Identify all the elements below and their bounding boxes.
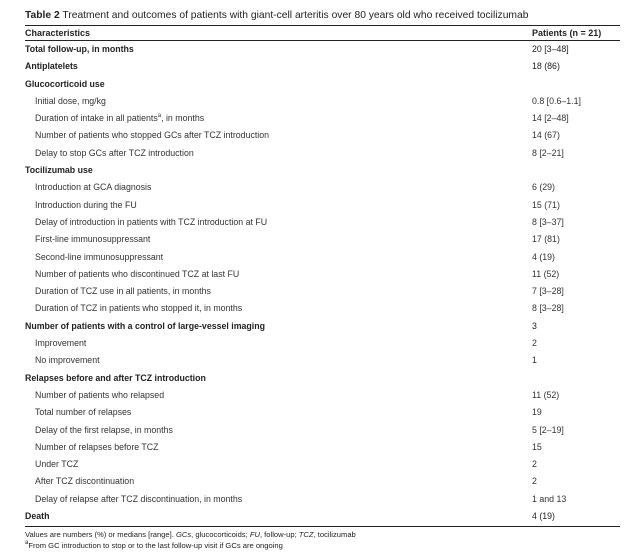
table-row: [25, 473, 620, 490]
footnote-abbreviations: [25, 530, 625, 540]
row-value: 1 and 13: [532, 493, 567, 504]
table-row: [25, 110, 620, 127]
row-value: 14 (67): [532, 130, 560, 141]
row-label-text: Total number of relapses: [35, 407, 132, 418]
row-label-tail: , in months: [161, 113, 205, 124]
row-value: 8 [2–21]: [532, 147, 564, 158]
row-value: 15: [532, 441, 542, 452]
table-row: [25, 249, 620, 266]
row-value: 18 (86): [532, 61, 560, 72]
table-row: [25, 335, 620, 352]
row-label: [35, 269, 239, 279]
row-label-text: No improvement: [35, 355, 100, 366]
row-value: 19: [532, 407, 542, 418]
row-value: 8 [3–28]: [532, 303, 564, 314]
top-rule: [25, 25, 620, 26]
row-label-text: After TCZ discontinuation: [35, 476, 135, 487]
footnote-segment: , glucocorticoids;: [191, 530, 250, 540]
table-section-row: [25, 58, 620, 75]
table-section-row: [25, 508, 620, 525]
table-section-row: [25, 370, 620, 387]
row-value: 11 (52): [532, 268, 560, 279]
table-body: [25, 41, 620, 525]
row-label-text: Second-line immunosuppressant: [35, 251, 164, 262]
row-label: [35, 234, 150, 244]
table-title: Treatment and outcomes of patients with giant-cell arteritis over 80 years old who received tocilizumab: [59, 10, 529, 21]
table-row: [25, 93, 620, 110]
row-label-text: Number of patients who stopped GCs after TCZ introduction: [35, 130, 270, 141]
row-value: 2: [532, 459, 537, 470]
row-label-text: Delay of the first relapse, in months: [35, 424, 173, 435]
row-value: 3: [532, 320, 537, 331]
row-label: [25, 79, 105, 89]
row-value: 5 [2–19]: [532, 424, 564, 435]
table-row: [25, 404, 620, 421]
row-label: [35, 286, 211, 296]
row-label-text: Duration of intake in all patients: [35, 113, 158, 124]
footnote-segment: , follow-up;: [259, 530, 299, 540]
row-label-text: Introduction at GCA diagnosis: [35, 182, 152, 193]
row-value: 4 (19): [532, 251, 555, 262]
row-value: 0.8 [0.6–1.1]: [532, 95, 581, 106]
footnote-segment: , tocilizumab: [313, 530, 356, 540]
table-row: [25, 266, 620, 283]
table-row: [25, 352, 620, 369]
table-row: [25, 387, 620, 404]
row-label: [35, 494, 242, 504]
table-row: [25, 197, 620, 214]
row-label-text: Relapses before and after TCZ introduction: [25, 372, 206, 383]
table-row: [25, 300, 620, 317]
table-row: [25, 179, 620, 196]
table-row: [25, 439, 620, 456]
row-value: 11 (52): [532, 389, 560, 400]
table-row: [25, 127, 620, 144]
row-label: [35, 459, 78, 469]
row-value: 20 [3–48]: [532, 44, 569, 54]
row-label: [35, 390, 164, 400]
row-label-text: Duration of TCZ use in all patients, in months: [35, 286, 211, 297]
row-label: [25, 321, 265, 331]
row-label: [35, 200, 137, 210]
row-label: [35, 476, 134, 486]
table-row: [25, 145, 620, 162]
row-value: 4 (19): [532, 511, 555, 522]
table-row: [25, 491, 620, 508]
bottom-rule: [25, 526, 620, 527]
row-label: [35, 338, 86, 348]
table-section-row: [25, 162, 620, 179]
footnote-segment: FU: [249, 530, 260, 540]
row-value: 2: [532, 476, 537, 487]
footnote-a: [25, 541, 625, 551]
row-label: [35, 442, 159, 452]
row-label-text: Introduction during the FU: [35, 199, 137, 210]
table-row: [25, 422, 620, 439]
row-label-text: Total follow-up, in months: [25, 44, 134, 54]
row-label: [35, 252, 163, 262]
row-value: 14 [2–48]: [532, 113, 569, 124]
table-row: [25, 214, 620, 231]
footnote-segment: TCZ: [298, 530, 314, 540]
row-label: [25, 373, 206, 383]
row-label-text: Delay of relapse after TCZ discontinuation, in months: [35, 493, 243, 504]
footnote-a-text: From GC introduction to stop or to the last follow-up visit if GCs are ongoing: [28, 541, 283, 551]
row-label: [35, 148, 194, 158]
footnote-segment: Values are numbers (%) or medians [range].: [25, 530, 176, 540]
table-header: [25, 27, 620, 40]
header-characteristics: Characteristics: [25, 28, 91, 38]
row-value: 1: [532, 355, 537, 366]
row-value: 8 [3–37]: [532, 216, 564, 227]
row-label-text: First-line immunosuppressant: [35, 234, 151, 245]
table-row: [25, 231, 620, 248]
table-row: [25, 283, 620, 300]
row-label-text: Tocilizumab use: [25, 165, 93, 176]
row-label-text: Number of patients with a control of large-vessel imaging: [25, 320, 265, 331]
row-label: [35, 113, 204, 123]
table-section-row: [25, 41, 620, 58]
row-label-text: Improvement: [35, 338, 87, 349]
row-label: [35, 407, 131, 417]
footnote-marker: a: [157, 113, 162, 120]
row-label-text: Delay to stop GCs after TCZ introduction: [35, 147, 194, 158]
table-row: [25, 456, 620, 473]
row-value: 7 [3–28]: [532, 286, 564, 297]
row-value: 17 (81): [532, 234, 560, 245]
row-value: 6 (29): [532, 182, 555, 193]
footnote-segment: GCs: [175, 530, 192, 540]
row-value: 15 (71): [532, 199, 560, 210]
table-number: Table 2: [25, 10, 60, 21]
row-label-text: Death: [25, 511, 50, 522]
row-label: [35, 217, 267, 227]
table-section-row: [25, 76, 620, 93]
row-label-text: Glucocorticoid use: [25, 78, 105, 89]
row-label: [25, 165, 93, 175]
row-label: [25, 511, 49, 521]
footnote-a-marker: a: [25, 540, 29, 547]
row-label-text: Initial dose, mg/kg: [35, 95, 106, 106]
row-label: [25, 61, 78, 71]
row-label: [35, 303, 242, 313]
row-label-text: Number of patients who discontinued TCZ at last FU: [35, 268, 240, 279]
row-label-text: Duration of TCZ in patients who stopped it, in months: [35, 303, 243, 314]
table-caption: [25, 9, 625, 22]
header-patients: Patients (n = 21): [532, 28, 602, 38]
row-label: [35, 96, 106, 106]
table-section-row: [25, 318, 620, 335]
row-label: [35, 355, 100, 365]
row-label-text: Number of relapses before TCZ: [35, 441, 159, 452]
row-value: 2: [532, 338, 537, 349]
row-label: [35, 182, 151, 192]
row-label-text: Under TCZ: [35, 459, 79, 470]
row-label-text: Delay of introduction in patients with TCZ introduction at FU: [35, 216, 268, 227]
row-label: [35, 425, 173, 435]
row-label-text: Number of patients who relapsed: [35, 389, 165, 400]
row-label-text: Antiplatelets: [25, 61, 78, 72]
row-label: [35, 130, 269, 140]
row-label: [25, 44, 134, 54]
